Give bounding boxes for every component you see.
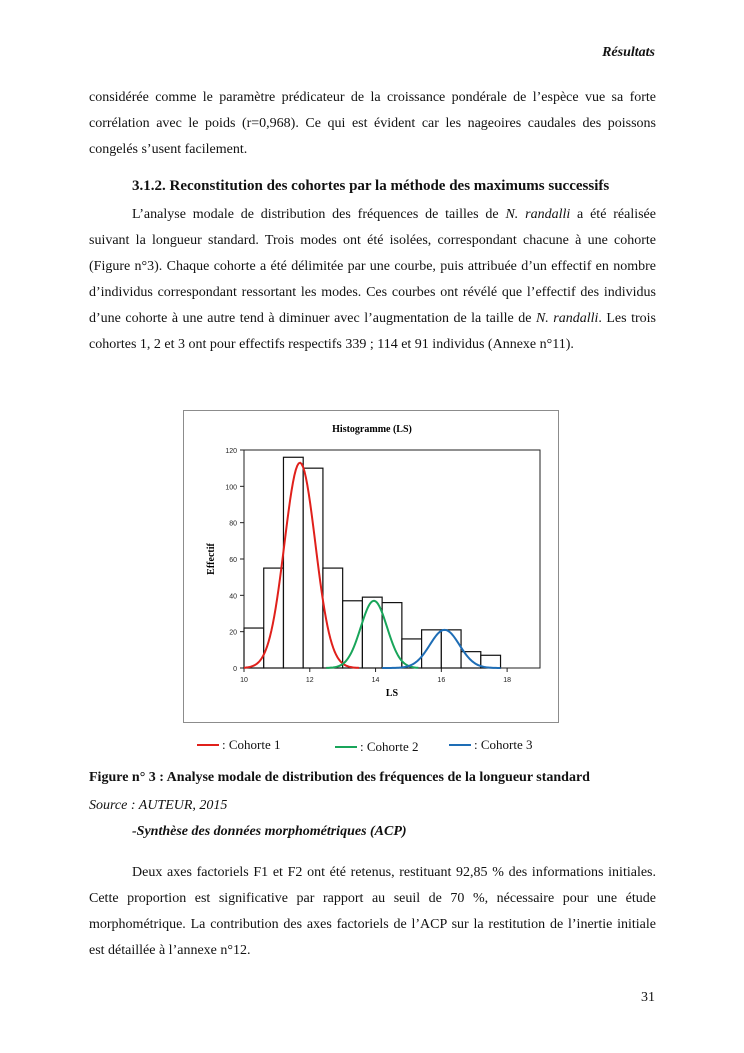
section-title: 3.1.2. Reconstitution des cohortes par la méthode des maximums successifs (132, 178, 610, 194)
x-tick-label: 12 (305, 677, 314, 684)
y-tick-label: 0 (233, 666, 237, 673)
legend-item-cohorte-3 (449, 737, 533, 753)
subsection-title: -Synthèse des données morphométriques (ACP) (132, 824, 407, 839)
histogram-bar (422, 630, 442, 668)
histogram-figure (183, 410, 559, 723)
histogram-bar (303, 468, 323, 668)
x-axis-label: LS (385, 688, 399, 699)
figure-caption: Figure n° 3 : Analyse modale de distribution des fréquences de la longueur standard (89, 770, 590, 785)
chart-legend (0, 737, 744, 757)
paragraph-intro: considérée comme le paramètre prédicateur de la croissance pondérale de l’espèce vue sa forte corrélation avec le poids (r=0,968). Ce qui est évident car les nageoires caudales des poissons congelés s’usent facilement. (89, 90, 656, 157)
legend-swatch (197, 744, 219, 746)
legend-swatch (449, 744, 471, 746)
histogram-bar (244, 628, 264, 668)
x-tick-label: 10 (240, 677, 248, 684)
paragraph-cohorts (89, 202, 656, 358)
para2-text-b: a été réalisée suivant la longueur standard. Trois modes ont été isolées, correspondant chacune à une cohorte (Figure n°3). Chaque cohorte a été délimitée par une courbe, puis attribuée d’un effectif en nombre d’individus correspondant ressortant les modes. Ces courbes ont révélé que l’effectif des individus d’une cohorte à une autre tend à diminuer avec l’augmentation de la taille de (89, 207, 656, 326)
running-header: Résultats (602, 45, 655, 60)
y-tick-label: 100 (225, 484, 237, 492)
legend-label: : Cohorte 1 (222, 737, 281, 752)
y-tick-label: 40 (229, 593, 237, 601)
chart-title: Histogramme (LS) (332, 424, 412, 435)
x-tick-label: 14 (371, 677, 380, 684)
species-name: N. randalli (535, 311, 599, 326)
para2-text-c: . Les trois cohortes 1, 2 et 3 ont pour effectifs respectifs 339 ; 114 et 91 individus (Annexe n°11). (89, 311, 656, 352)
page-number: 31 (641, 990, 655, 1005)
y-tick-label: 20 (229, 629, 237, 637)
y-tick-label: 120 (225, 448, 237, 455)
legend-label: : Cohorte 2 (360, 739, 419, 754)
legend-label: : Cohorte 3 (474, 737, 533, 752)
legend-swatch (335, 746, 357, 748)
x-tick-label: 18 (503, 677, 512, 684)
paragraph-acp: Deux axes factoriels F1 et F2 ont été retenus, restituant 92,85 % des informations initiales. Cette proportion est significative par rapport au seuil de 70 %, nécessaire pour une étude morphométrique. La contribution des axes factoriels de l’ACP sur la restitution de l’inertie initiale est détaillée à l’annexe n°12. (89, 865, 656, 958)
histogram-chart (184, 411, 560, 724)
y-tick-label: 80 (229, 520, 237, 528)
legend-item-cohorte-1 (197, 737, 281, 753)
histogram-bar (283, 457, 303, 668)
para2-text-a: L’analyse modale de distribution des fréquences de tailles de (132, 207, 506, 222)
histogram-bar (441, 630, 461, 668)
y-tick-label: 60 (229, 557, 237, 564)
figure-source: Source : AUTEUR, 2015 (89, 798, 228, 813)
y-axis-label: Effectif (206, 543, 217, 575)
species-name: N. randalli (505, 207, 571, 222)
x-tick-label: 16 (437, 677, 446, 684)
legend-item-cohorte-2 (335, 739, 419, 755)
